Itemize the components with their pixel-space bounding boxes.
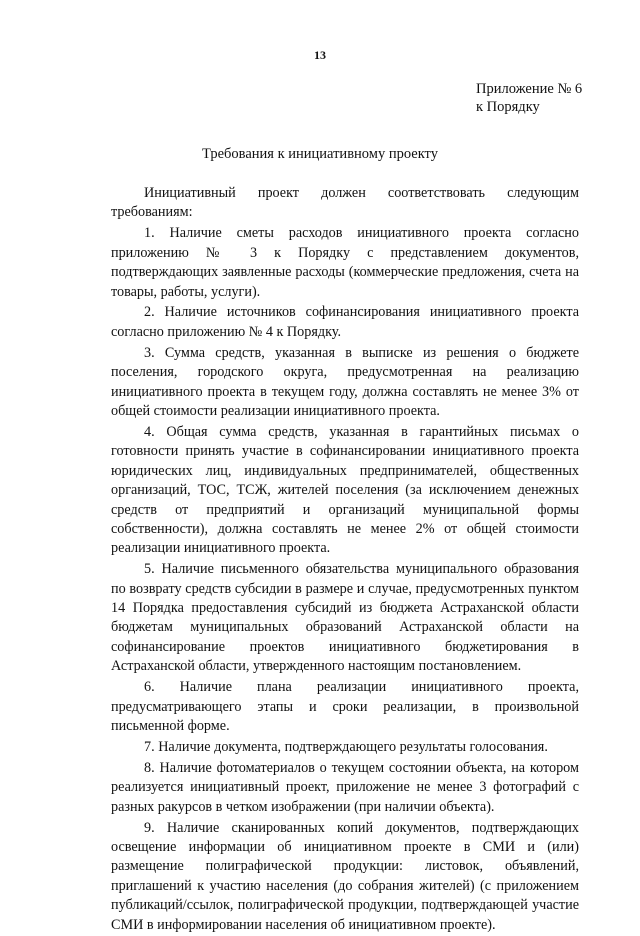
requirement-item-4: 4. Общая сумма средств, указанная в гарантийных письмах о готовности принять участие в софинансировании инициативного проекта юридических лиц, индивидуальных предпринимателей, общественных организаций, ТОС, ТСЖ, жителей поселения (за исключением денежных средств от предприятий и организаций муниципальной формы собственности), должна составлять не менее 2% от общей стоимости реализации инициативного проекта. (111, 423, 579, 557)
requirement-item-2: 2. Наличие источников софинансирования инициативного проекта согласно приложению № 4 к Порядку. (111, 304, 579, 340)
appendix-label (476, 80, 582, 116)
requirement-item-5: 5. Наличие письменного обязательства муниципального образования по возврату средств субсидии в размере и случае, предусмотренных пунктом 14 Порядка предоставления субсидий из бюджета Астраханской области бюджетам муниципальных образований Астраханской области на софинансирование проектов инициативного бюджетирования в Астраханской области, утвержденного настоящим постановлением. (111, 561, 579, 675)
appendix-line-1: Приложение № 6 (476, 81, 583, 97)
document-body (111, 184, 579, 936)
requirement-item-9: 9. Наличие сканированных копий документов, подтверждающих освещение информации об инициативном проекте в СМИ и (или) размещение полиграфической продукции: листовок, объявлений, приглашений к участию населения (до собрания жителей) (с приложением публикаций/ссылок, полиграфической продукции, подтверждающей участие СМИ в информировании населения об инициативном проекте). (111, 819, 579, 933)
requirement-item-7: 7. Наличие документа, подтверждающего результаты голосования. (144, 738, 548, 755)
requirement-item-8: 8. Наличие фотоматериалов о текущем состоянии объекта, на котором реализуется инициативный проект, приложение не менее 3 фотографий с разных ракурсов в четком изображении (при наличии объекта). (111, 759, 579, 815)
appendix-line-2: к Порядку (476, 99, 540, 115)
requirement-item-1: 1. Наличие сметы расходов инициативного проекта согласно приложению № 3 к Порядку с представлением документов, подтверждающих заявленные расходы (коммерческие предложения, счета на товары, работы, услуги). (111, 225, 579, 300)
document-title: Требования к инициативному проекту (202, 146, 438, 162)
requirement-item-6: 6. Наличие плана реализации инициативного проекта, предусматривающего этапы и сроки реализации, в произвольной письменной форме. (111, 679, 579, 734)
page-number: 13 (314, 48, 326, 62)
requirement-item-3: 3. Сумма средств, указанная в выписке из решения о бюджете поселения, городского округа, предусмотренная на реализацию инициативного проекта в текущем году, должна составлять не менее 3% от общей стоимости реализации инициативного проекта. (111, 344, 579, 419)
intro-paragraph: Инициативный проект должен соответствовать следующим требованиям: (111, 185, 579, 221)
